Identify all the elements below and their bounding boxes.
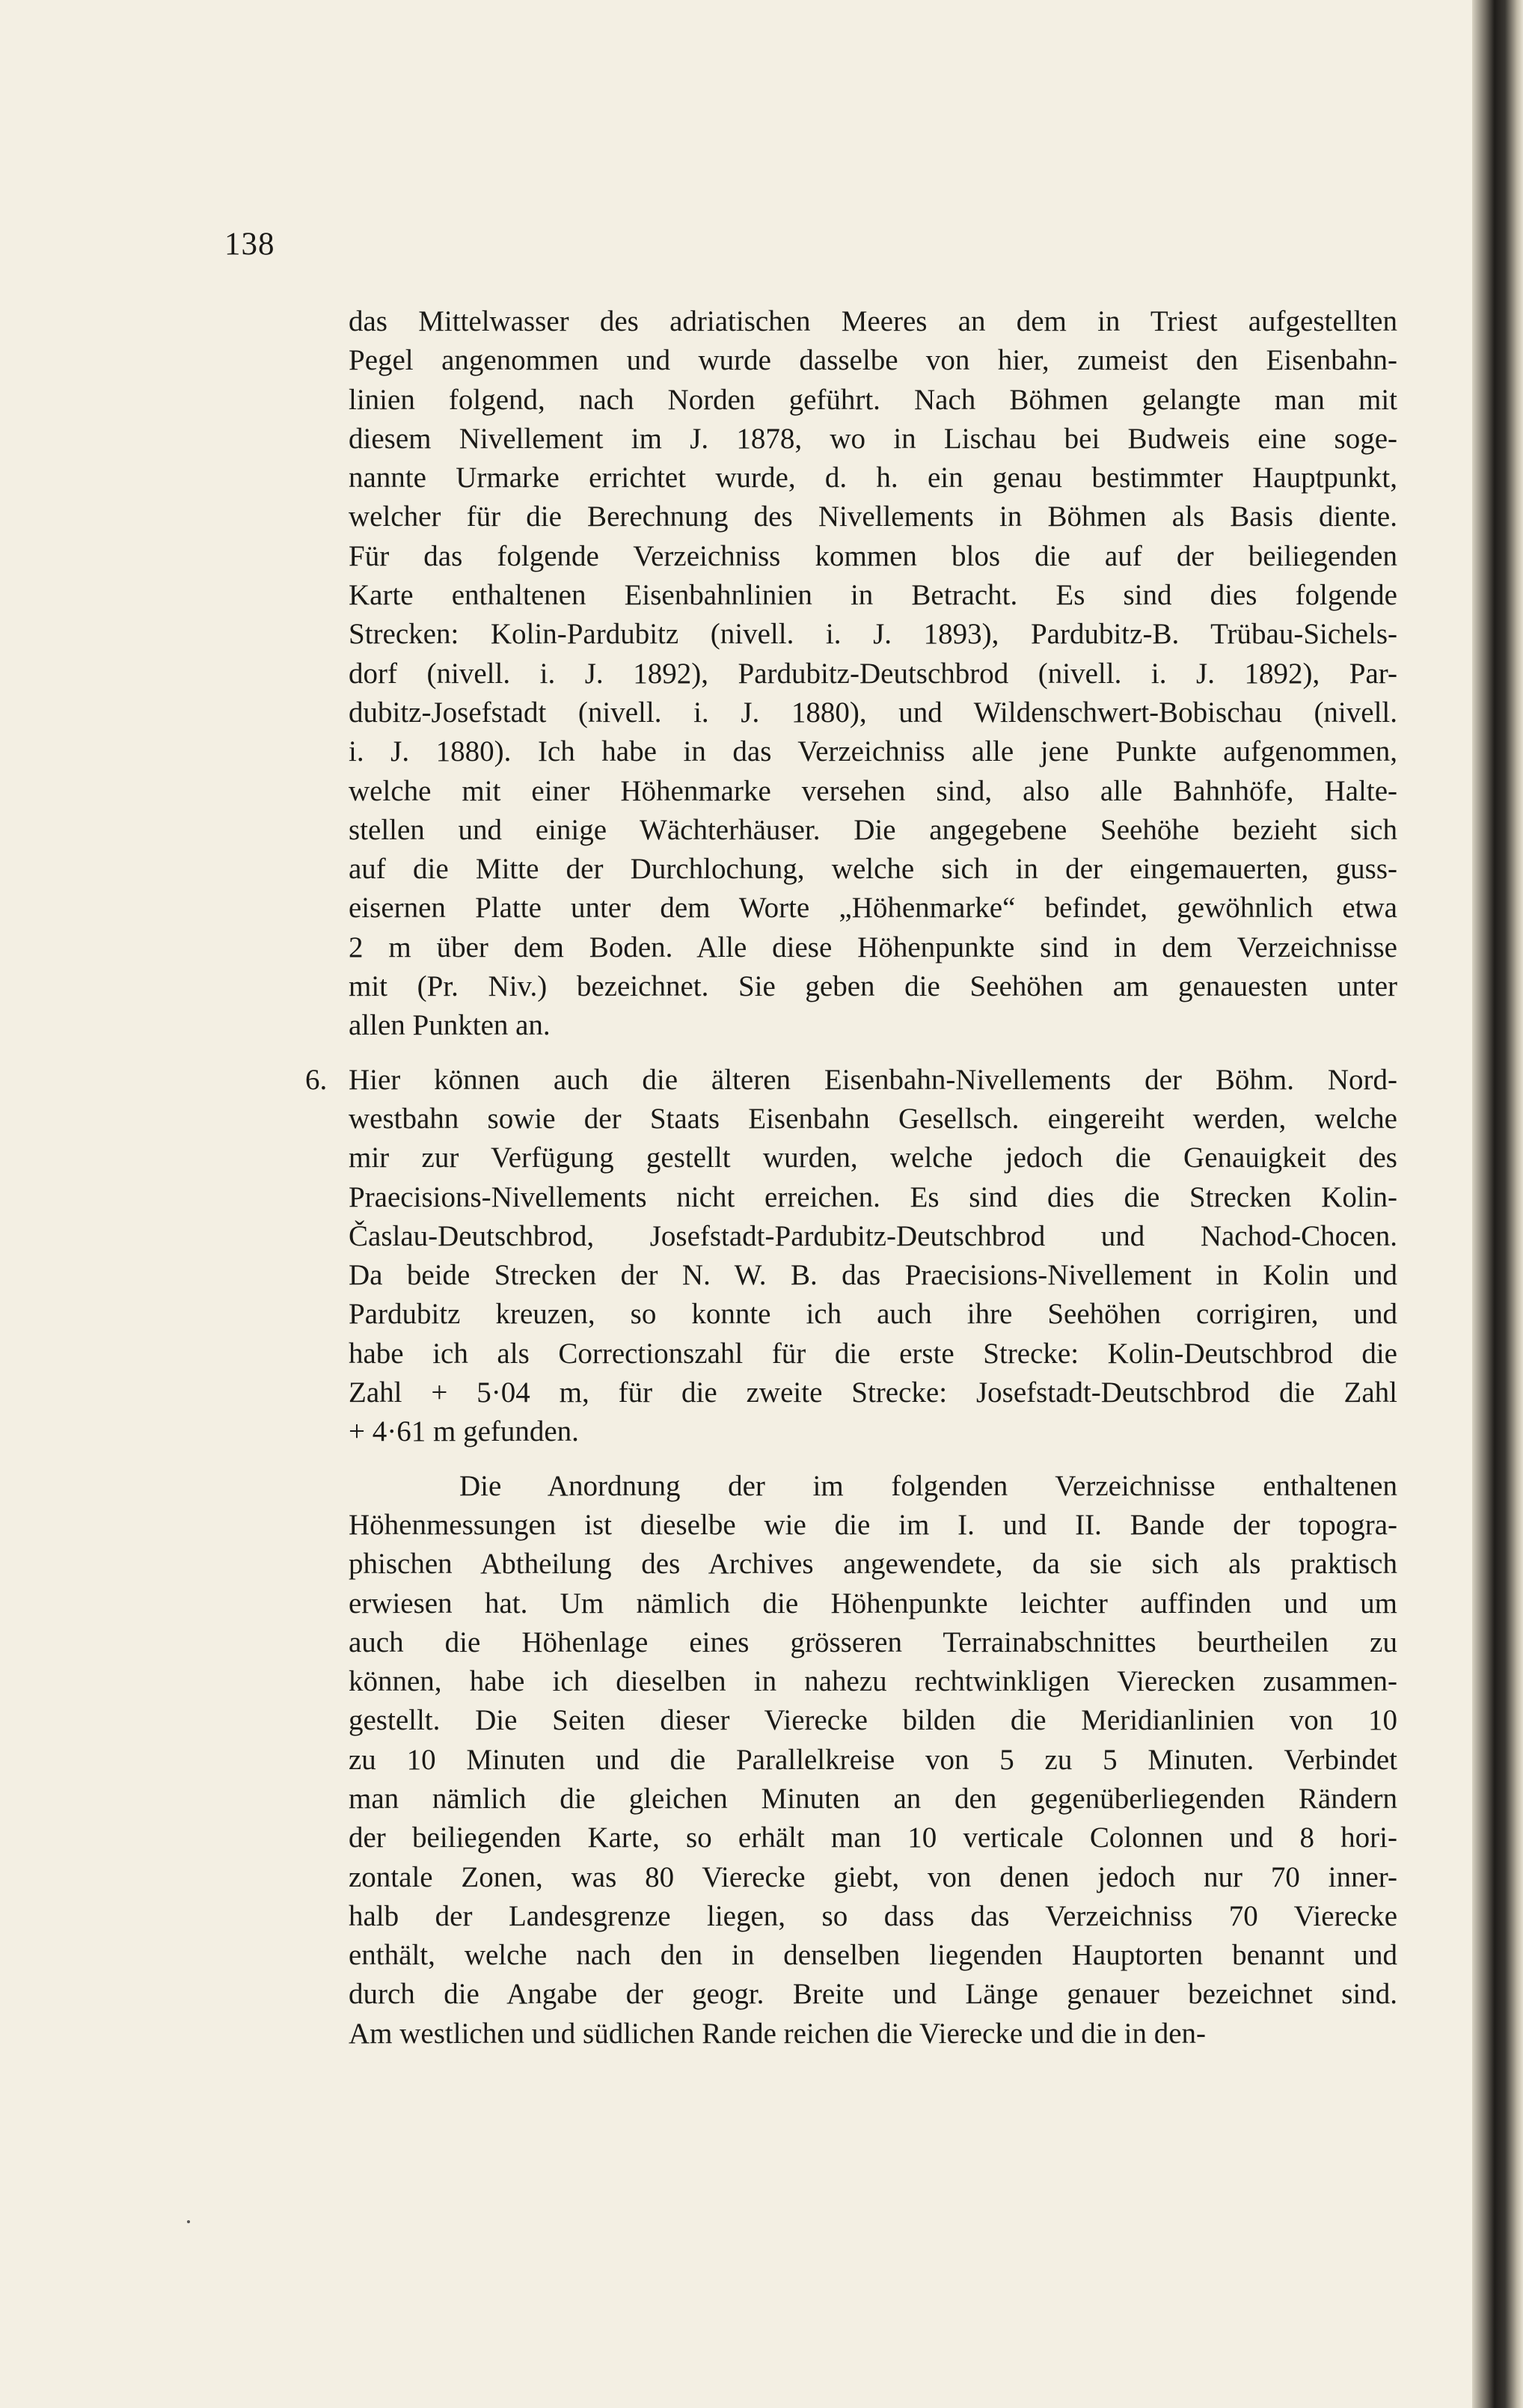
text-line: Am westlichen und südlichen Rande reichen die Vierecke und die in den- — [349, 2017, 1206, 2050]
text-line: mir zur Verfügung gestellt wurden, welche jedoch die Genauigkeit des — [349, 1142, 1397, 1174]
text-line: Zahl + 5·04 m, für die zweite Strecke: Josefstadt-Deutschbrod die Zahl — [349, 1376, 1397, 1409]
text-line: Hier können auch die älteren Eisenbahn-Nivellements der Böhm. Nord- — [349, 1063, 1397, 1096]
text-line: Strecken: Kolin-Pardubitz (nivell. i. J. 1893), Pardubitz-B. Trübau-Sichels- — [349, 618, 1397, 651]
text-line: stellen und einige Wächterhäuser. Die angegebene Seehöhe bezieht sich — [349, 813, 1397, 846]
text-line: nannte Urmarke errichtet wurde, d. h. ein genau bestimmter Hauptpunkt, — [349, 462, 1397, 494]
text-line: Karte enthaltenen Eisenbahnlinien in Betracht. Es sind dies folgende — [349, 579, 1397, 612]
text-line: können, habe ich dieselben in nahezu rechtwinkligen Vierecken zusammen- — [349, 1665, 1397, 1698]
text-line: + 4·61 m gefunden. — [349, 1415, 579, 1448]
text-line: welcher für die Berechnung des Nivellements in Böhmen als Basis diente. — [349, 500, 1397, 533]
text-line: Höhenmessungen ist dieselbe wie die im I. und II. Bande der topogra- — [349, 1508, 1397, 1541]
text-line: dubitz-Josefstadt (nivell. i. J. 1880), und Wildenschwert-Bobischau (nivell. — [349, 696, 1397, 729]
text-line: dorf (nivell. i. J. 1892), Pardubitz-Deutschbrod (nivell. i. J. 1892), Par- — [349, 657, 1397, 690]
text-line: welche mit einer Höhenmarke versehen sind, also alle Bahnhöfe, Halte- — [349, 774, 1397, 807]
text-line: diesem Nivellement im J. 1878, wo in Lischau bei Budweis eine soge- — [349, 422, 1397, 455]
text-line: gestellt. Die Seiten dieser Vierecke bilden die Meridianlinien von 10 — [349, 1704, 1397, 1737]
text-line: enthält, welche nach den in denselben liegenden Hauptorten benannt und — [349, 1939, 1397, 1972]
paragraph-6 — [305, 1061, 1397, 1452]
text-line: linien folgend, nach Norden geführt. Nach Böhmen gelangte man mit — [349, 383, 1397, 416]
text-line: zontale Zonen, was 80 Vierecke giebt, von denen jedoch nur 70 inner- — [349, 1860, 1397, 1893]
text-line: Praecisions-Nivellements nicht erreichen. Es sind dies die Strecken Kolin- — [349, 1180, 1397, 1213]
text-line: durch die Angabe der geogr. Breite und Länge genauer bezeichnet sind. — [349, 1978, 1397, 2011]
text-line: der beiliegenden Karte, so erhält man 10 verticale Colonnen und 8 hori- — [349, 1822, 1397, 1854]
text-line: Časlau-Deutschbrod, Josefstadt-Pardubitz-Deutschbrod und Nachod-Chocen. — [349, 1219, 1397, 1252]
text-line: Pardubitz kreuzen, so konnte ich auch ihre Seehöhen corrigiren, und — [349, 1298, 1397, 1331]
text-line: man nämlich die gleichen Minuten an den gegenüberliegenden Rändern — [349, 1782, 1397, 1815]
text-line: zu 10 Minuten und die Parallelkreise von 5 zu 5 Minuten. Verbindet — [349, 1743, 1397, 1776]
text-line: habe ich als Correctionszahl für die erste Strecke: Kolin-Deutschbrod die — [349, 1337, 1397, 1370]
list-number: 6. — [305, 1063, 328, 1096]
paragraph-1 — [349, 302, 1397, 1046]
text-line: eisernen Platte unter dem Worte „Höhenmarke“ befindet, gewöhnlich etwa — [349, 892, 1397, 925]
text-line: 2 m über dem Boden. Alle diese Höhenpunkte sind in dem Verzeichnisse — [349, 931, 1397, 963]
body-text — [305, 302, 1397, 2053]
book-binding-edge — [1472, 0, 1523, 2408]
paragraph-3 — [349, 1467, 1397, 2053]
text-line: Für das folgende Verzeichniss kommen blos die auf der beiliegenden — [349, 539, 1397, 572]
text-line: auf die Mitte der Durchlochung, welche sich in der eingemauerten, guss- — [349, 853, 1397, 886]
page-number: 138 — [224, 227, 275, 262]
text-line: halb der Landesgrenze liegen, so dass das Verzeichniss 70 Vierecke — [349, 1899, 1397, 1932]
text-line: i. J. 1880). Ich habe in das Verzeichniss alle jene Punkte aufgenommen, — [349, 735, 1397, 768]
paper-speck — [187, 2220, 190, 2223]
text-line: Da beide Strecken der N. W. B. das Praecisions-Nivellement in Kolin und — [349, 1259, 1397, 1292]
text-line: auch die Höhenlage eines grösseren Terrainabschnittes beurtheilen zu — [349, 1626, 1397, 1658]
text-line: Pegel angenommen und wurde dasselbe von hier, zumeist den Eisenbahn- — [349, 344, 1397, 377]
text-line: erwiesen hat. Um nämlich die Höhenpunkte leichter auffinden und um — [349, 1587, 1397, 1620]
text-line: das Mittelwasser des adriatischen Meeres an dem in Triest aufgestellten — [349, 305, 1397, 337]
text-line: Die Anordnung der im folgenden Verzeichnisse enthaltenen — [459, 1469, 1397, 1502]
text-line: mit (Pr. Niv.) bezeichnet. Sie geben die Seehöhen am genauesten unter — [349, 970, 1397, 1003]
text-line: allen Punkten an. — [349, 1009, 551, 1042]
text-line: westbahn sowie der Staats Eisenbahn Gesellsch. eingereiht werden, welche — [349, 1102, 1397, 1135]
text-line: phischen Abtheilung des Archives angewendete, da sie sich als praktisch — [349, 1548, 1397, 1581]
